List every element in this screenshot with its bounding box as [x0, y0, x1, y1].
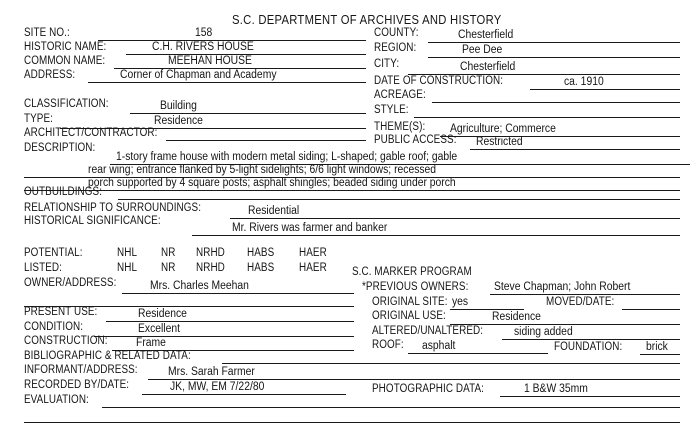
label-photographic: PHOTOGRAPHIC DATA:	[372, 383, 485, 395]
value-relationship: Residential	[248, 205, 300, 217]
rule-photographic	[500, 396, 680, 397]
rule-date-of-construction	[530, 89, 680, 90]
rule-address	[88, 82, 366, 83]
label-roof: ROOF:	[372, 339, 404, 351]
rule-public-access	[470, 149, 680, 150]
potential-habs: HABS	[247, 247, 275, 259]
rule-relationship	[230, 218, 680, 219]
rule-classification	[130, 113, 366, 114]
value-informant: Mrs. Sarah Farmer	[168, 366, 255, 378]
label-outbuildings: OUTBUILDINGS:	[24, 186, 103, 198]
potential-nrhd: NRHD	[196, 247, 225, 259]
label-altered: ALTERED/UNALTERED:	[372, 325, 484, 337]
value-date-of-construction: ca. 1910	[564, 76, 604, 88]
value-historic-name: C.H. RIVERS HOUSE	[152, 41, 254, 53]
value-region: Pee Dee	[462, 44, 503, 56]
label-condition: CONDITION:	[24, 321, 84, 333]
label-potential: POTENTIAL:	[24, 247, 83, 259]
rule-foundation	[640, 354, 680, 355]
value-condition: Excellent	[138, 323, 181, 335]
label-original-site: ORIGINAL SITE:	[372, 296, 448, 308]
label-original-use: ORIGINAL USE:	[372, 310, 446, 322]
value-roof: asphalt	[422, 340, 456, 352]
rule-original-site	[450, 309, 524, 310]
label-region: REGION:	[374, 42, 417, 54]
value-county: Chesterfield	[458, 29, 514, 41]
label-evaluation: EVALUATION:	[24, 394, 89, 406]
value-altered: siding added	[514, 326, 573, 338]
rule-informant	[148, 379, 680, 380]
label-present-use: PRESENT USE:	[24, 306, 98, 318]
label-listed: LISTED:	[24, 262, 62, 274]
value-type: Residence	[154, 115, 203, 127]
value-original-use: Residence	[492, 311, 541, 323]
value-photographic: 1 B&W 35mm	[524, 383, 588, 395]
label-marker-program: S.C. MARKER PROGRAM	[352, 266, 472, 278]
label-public-access: PUBLIC ACCESS:	[374, 134, 457, 146]
value-recorded-by: JK, MW, EM 7/22/80	[170, 381, 265, 393]
rule-description-3	[24, 190, 680, 191]
label-owner-address: OWNER/ADDRESS:	[24, 277, 117, 289]
listed-nr: NR	[161, 262, 176, 274]
label-common-name: COMMON NAME:	[24, 55, 106, 67]
value-common-name: MEEHAN HOUSE	[168, 55, 252, 67]
rule-condition	[94, 336, 354, 337]
label-foundation: FOUNDATION:	[554, 341, 623, 353]
value-original-site: yes	[452, 296, 469, 308]
rule-outbuildings	[118, 199, 680, 200]
label-style: STYLE:	[374, 104, 409, 116]
rule-style	[414, 117, 680, 118]
rule-county	[428, 42, 680, 43]
value-owner-address: Mrs. Charles Meehan	[150, 280, 249, 292]
value-site-no: 158	[195, 27, 213, 39]
listed-nhl: NHL	[117, 262, 138, 274]
value-description-line-3: porch supported by 4 square posts; asphalt shingles; beaded siding under porch	[88, 177, 456, 189]
rule-moved-date	[622, 309, 680, 310]
label-address: ADDRESS:	[24, 69, 76, 81]
rule-previous-owners	[490, 294, 680, 295]
label-city: CITY:	[374, 58, 400, 70]
rule-evaluation-2	[24, 422, 680, 423]
label-themes: THEME(S):	[374, 121, 426, 133]
rule-recorded-by	[142, 394, 346, 395]
label-informant: INFORMANT/ADDRESS:	[24, 364, 138, 376]
label-previous-owners: *PREVIOUS OWNERS:	[362, 281, 469, 293]
label-recorded-by: RECORDED BY/DATE:	[24, 379, 130, 391]
value-description-line-1: 1-story frame house with modern metal siding; L-shaped; gable roof; gable	[116, 151, 458, 163]
value-foundation: brick	[646, 341, 668, 353]
rule-bibliographic	[222, 363, 680, 364]
label-county: COUNTY:	[374, 27, 419, 39]
potential-nr: NR	[161, 247, 176, 259]
label-architect: ARCHITECT/CONTRACTOR:	[24, 127, 158, 139]
listed-habs: HABS	[247, 262, 275, 274]
label-date-of-construction: DATE OF CONSTRUCTION:	[374, 75, 504, 87]
label-bibliographic: BIBLIOGRAPHIC & RELATED DATA:	[24, 350, 191, 362]
label-historical-significance: HISTORICAL SIGNIFICANCE:	[24, 215, 161, 227]
potential-haer: HAER	[299, 247, 327, 259]
value-construction: Frame	[136, 337, 166, 349]
label-moved-date: MOVED/DATE:	[546, 296, 615, 308]
label-site-no: SITE NO.:	[24, 27, 70, 39]
label-historic-name: HISTORIC NAME:	[24, 41, 107, 53]
value-description-line-2: rear wing; entrance flanked by 5-light sidelights; 6/6 light windows; recessed	[88, 164, 437, 176]
value-classification: Building	[160, 100, 197, 112]
label-acreage: ACREAGE:	[374, 89, 426, 101]
value-public-access: Restricted	[476, 136, 523, 148]
rule-architect	[166, 140, 366, 141]
label-classification: CLASSIFICATION:	[24, 98, 109, 110]
rule-altered	[502, 339, 680, 340]
label-relationship: RELATIONSHIP TO SURROUNDINGS:	[24, 202, 202, 214]
listed-haer: HAER	[299, 262, 327, 274]
value-present-use: Residence	[138, 308, 187, 320]
card-title: S.C. DEPARTMENT OF ARCHIVES AND HISTORY	[232, 13, 502, 27]
rule-evaluation	[102, 407, 680, 408]
value-city: Chesterfield	[460, 61, 516, 73]
value-address: Corner of Chapman and Academy	[120, 69, 277, 81]
rule-roof	[408, 353, 548, 354]
rule-original-use	[450, 324, 680, 325]
value-themes: Agriculture; Commerce	[450, 123, 556, 135]
rule-owner-address	[122, 293, 354, 294]
value-historical-significance: Mr. Rivers was farmer and banker	[232, 222, 388, 234]
label-description: DESCRIPTION:	[24, 142, 96, 154]
value-previous-owners: Steve Chapman; John Robert	[494, 281, 631, 293]
label-type: TYPE:	[24, 113, 54, 125]
label-construction: CONSTRUCTION:	[24, 335, 108, 347]
listed-nrhd: NRHD	[196, 262, 225, 274]
rule-present-use	[106, 321, 354, 322]
rule-historical-significance	[192, 235, 680, 236]
rule-acreage	[432, 102, 680, 103]
rule-region	[428, 57, 680, 58]
potential-nhl: NHL	[117, 247, 138, 259]
